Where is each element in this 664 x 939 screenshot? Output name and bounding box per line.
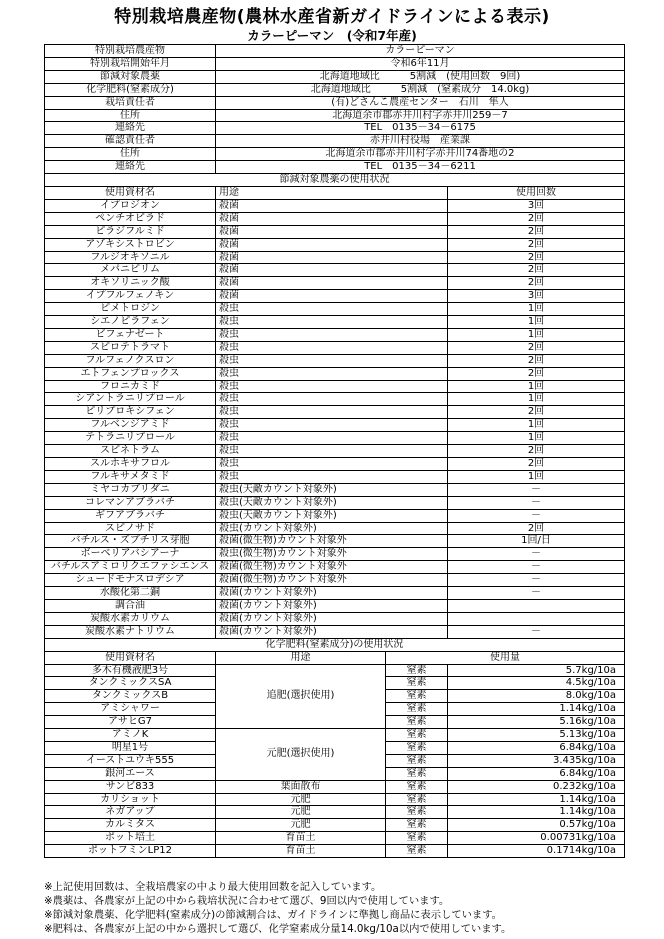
- fertilizer-use: 育苗土: [216, 845, 386, 858]
- pesticide-use: 殺菌(微生物)カウント対象外: [216, 574, 448, 587]
- pesticide-use: 殺菌: [216, 290, 448, 303]
- document-subtitle: カラーピーマン (令和7年産): [247, 28, 417, 43]
- info-value: 令和6年11月: [216, 57, 625, 70]
- pesticide-count: －: [448, 574, 625, 587]
- fertilizer-use: 元肥: [216, 819, 386, 832]
- pesticide-row: [45, 277, 625, 290]
- pesticide-row: [45, 303, 625, 316]
- fertilizer-row: [45, 793, 625, 806]
- info-row: [45, 148, 625, 161]
- pesticide-name: オキソリニック酸: [45, 277, 216, 290]
- pesticide-row: [45, 406, 625, 419]
- pesticide-row: [45, 561, 625, 574]
- pesticide-count: 2回: [448, 238, 625, 251]
- note-line: ※節減対象農薬、化学肥料(窒素成分)の節減割合は、ガイドラインに準拠し商品に表示しています。: [44, 909, 502, 921]
- info-row: [45, 70, 625, 83]
- pesticide-use: 殺菌: [216, 199, 448, 212]
- fertilizer-element: 窒素: [386, 703, 448, 716]
- pesticide-header-name: 使用資材名: [45, 186, 216, 199]
- pesticide-count: 2回: [448, 367, 625, 380]
- fertilizer-row: [45, 729, 625, 742]
- pesticide-count: －: [448, 509, 625, 522]
- fertilizer-name: サンビ833: [45, 780, 216, 793]
- fertilizer-element: 窒素: [386, 754, 448, 767]
- info-row: [45, 45, 625, 58]
- pesticide-count: 2回: [448, 277, 625, 290]
- pesticide-name: 水酸化第二銅: [45, 587, 216, 600]
- fertilizer-amount: 0.232kg/10a: [448, 780, 625, 793]
- pesticide-use: 殺虫(天敵カウント対象外): [216, 496, 448, 509]
- info-value: 赤井川村役場 産業課: [216, 135, 625, 148]
- pesticide-row: [45, 419, 625, 432]
- pesticide-use: 殺虫: [216, 354, 448, 367]
- pesticide-name: ギフアブラバチ: [45, 509, 216, 522]
- fertilizer-amount: 6.84kg/10a: [448, 741, 625, 754]
- pesticide-header-count: 使用回数: [448, 186, 625, 199]
- fertilizer-element: 窒素: [386, 780, 448, 793]
- pesticide-row: [45, 432, 625, 445]
- pesticide-use: 殺菌(カウント対象外): [216, 625, 448, 638]
- fertilizer-name: タンクミックスB: [45, 690, 216, 703]
- pesticide-name: スピノサド: [45, 522, 216, 535]
- pesticide-row: [45, 264, 625, 277]
- fertilizer-name: 銀河エース: [45, 767, 216, 780]
- fertilizer-name: カルミタス: [45, 819, 216, 832]
- info-value: 北海道地域比 5割減 (窒素成分 14.0kg): [216, 83, 625, 96]
- pesticide-name: シアントラニリプロール: [45, 393, 216, 406]
- pesticide-count: －: [448, 561, 625, 574]
- fertilizer-row: [45, 806, 625, 819]
- pesticide-name: 炭酸水素カリウム: [45, 612, 216, 625]
- pesticide-name: アゾキシストロビン: [45, 238, 216, 251]
- fertilizer-name: アサヒG7: [45, 716, 216, 729]
- pesticide-use: 殺虫: [216, 367, 448, 380]
- pesticide-row: [45, 458, 625, 471]
- pesticide-name: 調合油: [45, 599, 216, 612]
- pesticide-use: 殺虫(天敵カウント対象外): [216, 483, 448, 496]
- pesticide-use: 殺虫(カウント対象外): [216, 522, 448, 535]
- pesticide-use: 殺菌(微生物)カウント対象外: [216, 561, 448, 574]
- pesticide-name: シエノピラフェン: [45, 316, 216, 329]
- fertilizer-name: カリショット: [45, 793, 216, 806]
- fertilizer-name: アミシャワー: [45, 703, 216, 716]
- pesticide-use: 殺菌: [216, 264, 448, 277]
- fertilizer-amount: 1.14kg/10a: [448, 793, 625, 806]
- info-label: 節減対象農薬: [45, 70, 216, 83]
- pesticide-count: －: [448, 496, 625, 509]
- fertilizer-row: [45, 780, 625, 793]
- info-value: TEL 0135－34－6175: [216, 122, 625, 135]
- pesticide-name: テトラニリプロール: [45, 432, 216, 445]
- pesticide-row: [45, 599, 625, 612]
- pesticide-use: 殺虫: [216, 406, 448, 419]
- info-value: 北海道余市郡赤井川村字赤井川74番地の2: [216, 148, 625, 161]
- pesticide-name: フルキサメタミド: [45, 470, 216, 483]
- pesticide-name: イプフルフェノキン: [45, 290, 216, 303]
- pesticide-use: 殺菌(カウント対象外): [216, 599, 448, 612]
- pesticide-name: ボーベリアバシアーナ: [45, 548, 216, 561]
- pesticide-count: 2回: [448, 458, 625, 471]
- fertilizer-use: 元肥(選択使用): [216, 729, 386, 781]
- fertilizer-element: 窒素: [386, 664, 448, 677]
- pesticide-count: －: [448, 483, 625, 496]
- pesticide-use: 殺虫: [216, 316, 448, 329]
- fertilizer-name: 明星1号: [45, 741, 216, 754]
- info-row: [45, 109, 625, 122]
- pesticide-count: －: [448, 548, 625, 561]
- fertilizer-row: [45, 845, 625, 858]
- pesticide-row: [45, 393, 625, 406]
- fertilizer-row: [45, 832, 625, 845]
- pesticide-use: 殺虫(微生物)カウント対象外: [216, 548, 448, 561]
- pesticide-name: スピロテトラマト: [45, 341, 216, 354]
- pesticide-use: 殺菌: [216, 277, 448, 290]
- pesticide-use: 殺虫(天敵カウント対象外): [216, 509, 448, 522]
- pesticide-name: ペンチオピラド: [45, 212, 216, 225]
- pesticide-count: 3回: [448, 199, 625, 212]
- fertilizer-element: 窒素: [386, 806, 448, 819]
- pesticide-count: 1回: [448, 316, 625, 329]
- document-title: 特別栽培農産物(農林水産省新ガイドラインによる表示): [114, 7, 550, 27]
- fertilizer-use: 元肥: [216, 793, 386, 806]
- info-row: [45, 57, 625, 70]
- pesticide-name: フルベンジアミド: [45, 419, 216, 432]
- pesticide-count: [448, 612, 625, 625]
- fertilizer-amount: 5.7kg/10a: [448, 664, 625, 677]
- pesticide-row: [45, 509, 625, 522]
- fertilizer-use: 追肥(選択使用): [216, 664, 386, 729]
- pesticide-use: 殺菌(カウント対象外): [216, 587, 448, 600]
- pesticide-use: 殺虫: [216, 303, 448, 316]
- pesticide-row: [45, 612, 625, 625]
- fertilizer-name: タンクミックスSA: [45, 677, 216, 690]
- fertilizer-amount: 4.5kg/10a: [448, 677, 625, 690]
- pesticide-use: 殺菌(カウント対象外): [216, 612, 448, 625]
- info-value: TEL 0135－34－6211: [216, 161, 625, 174]
- fertilizer-use: 元肥: [216, 806, 386, 819]
- fertilizer-amount: 0.00731kg/10a: [448, 832, 625, 845]
- pesticide-header-use: 用途: [216, 186, 448, 199]
- pesticide-name: フロニカミド: [45, 380, 216, 393]
- pesticide-row: [45, 328, 625, 341]
- note-line: ※農薬は、各農家が上記の中から栽培状況に合わせて選び、9回以内で使用しています。: [44, 895, 450, 907]
- info-value: カラーピーマン: [216, 45, 625, 58]
- fertilizer-use: 育苗土: [216, 832, 386, 845]
- fertilizer-element: 窒素: [386, 845, 448, 858]
- fertilizer-amount: 1.14kg/10a: [448, 703, 625, 716]
- note-line: ※上記使用回数は、全栽培農家の中より最大使用回数を記入しています。: [44, 881, 382, 893]
- pesticide-row: [45, 548, 625, 561]
- pesticide-name: スピネトラム: [45, 445, 216, 458]
- pesticide-count: 2回: [448, 445, 625, 458]
- pesticide-use: 殺虫: [216, 380, 448, 393]
- fertilizer-element: 窒素: [386, 741, 448, 754]
- pesticide-use: 殺菌: [216, 225, 448, 238]
- fertilizer-amount: 3.435kg/10a: [448, 754, 625, 767]
- pesticide-row: [45, 483, 625, 496]
- pesticide-row: [45, 212, 625, 225]
- info-row: [45, 135, 625, 148]
- info-label: 特別栽培農産物: [45, 45, 216, 58]
- info-label: 特別栽培開始年月: [45, 57, 216, 70]
- fertilizer-header-name: 使用資材名: [45, 651, 216, 664]
- pesticide-count: 2回: [448, 341, 625, 354]
- section-header-row: [45, 174, 625, 187]
- fertilizer-header-amount: 使用量: [386, 651, 625, 664]
- fertilizer-element: 窒素: [386, 690, 448, 703]
- fertilizer-name: ポットフミンLP12: [45, 845, 216, 858]
- pesticide-count: 2回: [448, 522, 625, 535]
- pesticide-name: ピラジフルミド: [45, 225, 216, 238]
- pesticide-use: 殺菌(微生物)カウント対象外: [216, 535, 448, 548]
- pesticide-name: ピリプロキシフェン: [45, 406, 216, 419]
- fertilizer-element: 窒素: [386, 716, 448, 729]
- pesticide-name: フルフェノクスロン: [45, 354, 216, 367]
- pesticide-use: 殺菌: [216, 212, 448, 225]
- pesticide-name: バチルスアミロリクエファシエンス: [45, 561, 216, 574]
- info-label: 連絡先: [45, 122, 216, 135]
- pesticide-name: ビフェナゼート: [45, 328, 216, 341]
- pesticide-name: ピメトロジン: [45, 303, 216, 316]
- info-label: 確認責任者: [45, 135, 216, 148]
- pesticide-use: 殺虫: [216, 445, 448, 458]
- pesticide-count: 3回: [448, 290, 625, 303]
- pesticide-row: [45, 574, 625, 587]
- pesticide-name: イプロジオン: [45, 199, 216, 212]
- fertilizer-element: 窒素: [386, 677, 448, 690]
- fertilizer-amount: 5.16kg/10a: [448, 716, 625, 729]
- pesticide-row: [45, 238, 625, 251]
- fertilizer-element: 窒素: [386, 729, 448, 742]
- pesticide-use: 殺虫: [216, 419, 448, 432]
- note-line: ※肥料は、各農家が上記の中から選択して選び、化学窒素成分量14.0kg/10a以内で使用しています。: [44, 923, 512, 935]
- fertilizer-element: 窒素: [386, 819, 448, 832]
- pesticide-name: シュードモナスロデシア: [45, 574, 216, 587]
- pesticide-count: 1回: [448, 393, 625, 406]
- fertilizer-amount: 1.14kg/10a: [448, 806, 625, 819]
- fertilizer-amount: 8.0kg/10a: [448, 690, 625, 703]
- pesticide-row: [45, 587, 625, 600]
- pesticide-row: [45, 225, 625, 238]
- pesticide-count: 1回: [448, 470, 625, 483]
- pesticide-row: [45, 367, 625, 380]
- pesticide-row: [45, 445, 625, 458]
- pesticide-use: 殺虫: [216, 432, 448, 445]
- pesticide-count: 2回: [448, 251, 625, 264]
- info-label: 栽培責任者: [45, 96, 216, 109]
- pesticide-count: 2回: [448, 264, 625, 277]
- guideline-table-body: [45, 45, 625, 858]
- pesticide-name: コレマンアブラバチ: [45, 496, 216, 509]
- fertilizer-name: イーストユウキ555: [45, 754, 216, 767]
- pesticide-use: 殺虫: [216, 328, 448, 341]
- pesticide-row: [45, 535, 625, 548]
- pesticide-name: フルジオキソニル: [45, 251, 216, 264]
- pesticide-count: 2回: [448, 212, 625, 225]
- info-label: 住所: [45, 109, 216, 122]
- fertilizer-amount: 0.57kg/10a: [448, 819, 625, 832]
- pesticide-use: 殺菌: [216, 251, 448, 264]
- pesticide-count: 2回: [448, 354, 625, 367]
- column-header-row: [45, 186, 625, 199]
- pesticide-count: 1回: [448, 432, 625, 445]
- pesticide-section-title: 節減対象農薬の使用状況: [45, 174, 625, 187]
- pesticide-count: 1回: [448, 328, 625, 341]
- pesticide-count: 1回: [448, 303, 625, 316]
- info-row: [45, 83, 625, 96]
- fertilizer-amount: 0.1714kg/10a: [448, 845, 625, 858]
- pesticide-row: [45, 199, 625, 212]
- fertilizer-row: [45, 664, 625, 677]
- fertilizer-row: [45, 819, 625, 832]
- info-label: 住所: [45, 148, 216, 161]
- pesticide-name: スルホキサフロル: [45, 458, 216, 471]
- pesticide-count: 2回: [448, 225, 625, 238]
- notes-block: [44, 880, 644, 936]
- fertilizer-element: 窒素: [386, 793, 448, 806]
- pesticide-row: [45, 522, 625, 535]
- pesticide-name: バチルス・ズブチリス芽胞: [45, 535, 216, 548]
- fertilizer-name: 多木有機液肥3号: [45, 664, 216, 677]
- info-row: [45, 96, 625, 109]
- pesticide-row: [45, 341, 625, 354]
- info-row: [45, 122, 625, 135]
- pesticide-name: ミヤコカブリダニ: [45, 483, 216, 496]
- info-value: (有)どさんこ農産センター 石川 隼人: [216, 96, 625, 109]
- pesticide-name: エトフェンプロックス: [45, 367, 216, 380]
- fertilizer-use: 葉面散布: [216, 780, 386, 793]
- pesticide-count: 1回: [448, 419, 625, 432]
- fertilizer-amount: 6.84kg/10a: [448, 767, 625, 780]
- pesticide-name: 炭酸水素ナトリウム: [45, 625, 216, 638]
- fertilizer-name: ネガアップ: [45, 806, 216, 819]
- pesticide-use: 殺虫: [216, 458, 448, 471]
- fertilizer-header-use: 用途: [216, 651, 386, 664]
- pesticide-row: [45, 470, 625, 483]
- pesticide-row: [45, 290, 625, 303]
- pesticide-row: [45, 354, 625, 367]
- fertilizer-element: 窒素: [386, 832, 448, 845]
- pesticide-count: [448, 599, 625, 612]
- pesticide-use: 殺虫: [216, 470, 448, 483]
- guideline-table: [44, 44, 625, 858]
- fertilizer-element: 窒素: [386, 767, 448, 780]
- fertilizer-name: アミノK: [45, 729, 216, 742]
- pesticide-use: 殺虫: [216, 341, 448, 354]
- pesticide-row: [45, 316, 625, 329]
- pesticide-name: メパニピリム: [45, 264, 216, 277]
- info-row: [45, 161, 625, 174]
- pesticide-count: 1回/日: [448, 535, 625, 548]
- fertilizer-amount: 5.13kg/10a: [448, 729, 625, 742]
- pesticide-count: 2回: [448, 406, 625, 419]
- info-label: 連絡先: [45, 161, 216, 174]
- pesticide-row: [45, 625, 625, 638]
- section-header-row: [45, 638, 625, 651]
- info-value: 北海道余市郡赤井川村字赤井川259－7: [216, 109, 625, 122]
- pesticide-use: 殺菌: [216, 238, 448, 251]
- pesticide-row: [45, 251, 625, 264]
- pesticide-use: 殺虫: [216, 393, 448, 406]
- column-header-row: [45, 651, 625, 664]
- pesticide-count: 1回: [448, 380, 625, 393]
- pesticide-row: [45, 380, 625, 393]
- pesticide-count: －: [448, 587, 625, 600]
- pesticide-count: －: [448, 625, 625, 638]
- info-value: 北海道地域比 5割減 (使用回数 9回): [216, 70, 625, 83]
- fertilizer-section-title: 化学肥料(窒素成分)の使用状況: [45, 638, 625, 651]
- pesticide-row: [45, 496, 625, 509]
- info-label: 化学肥料(窒素成分): [45, 83, 216, 96]
- fertilizer-name: ポット培土: [45, 832, 216, 845]
